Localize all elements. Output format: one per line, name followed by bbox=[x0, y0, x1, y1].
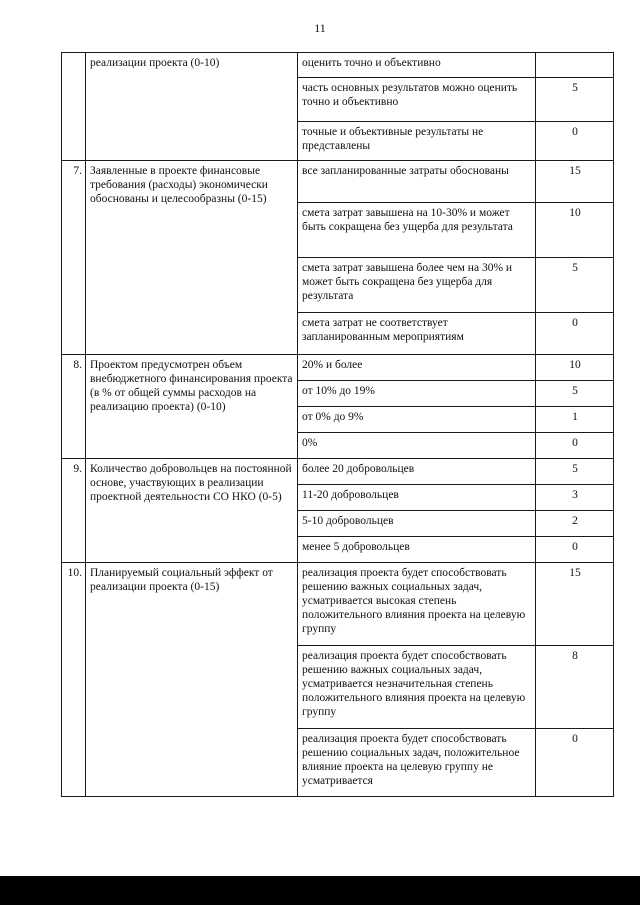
criterion-number: 10. bbox=[62, 563, 86, 797]
page-number: 11 bbox=[314, 21, 326, 35]
criterion-number: 7. bbox=[62, 161, 86, 355]
option-text: реализация проекта будет способствовать решению важных социальных задач, усматривается высокая степень положительного влияния проекта на целевую группу bbox=[298, 563, 536, 646]
option-text: 20% и более bbox=[298, 355, 536, 381]
criterion-number: 8. bbox=[62, 355, 86, 459]
option-text: 0% bbox=[298, 433, 536, 459]
option-text: точные и объективные результаты не представлены bbox=[298, 122, 536, 161]
option-text: смета затрат не соответствует запланированным мероприятиям bbox=[298, 313, 536, 355]
table-row bbox=[62, 459, 614, 485]
criterion-text: реализации проекта (0-10) bbox=[86, 53, 298, 161]
option-score: 15 bbox=[536, 161, 614, 203]
option-score: 2 bbox=[536, 511, 614, 537]
criteria-table bbox=[61, 52, 614, 797]
criterion-number: 9. bbox=[62, 459, 86, 563]
option-text: реализация проекта будет способствовать решению важных социальных задач, усматривается незначительная степень положительного влияния проекта на целевую группу bbox=[298, 646, 536, 729]
criterion-text: Проектом предусмотрен объем внебюджетного финансирования проекта (в % от общей суммы расходов на реализацию проекта) (0-10) bbox=[86, 355, 298, 459]
option-score: 5 bbox=[536, 381, 614, 407]
criterion-text: Планируемый социальный эффект от реализации проекта (0-15) bbox=[86, 563, 298, 797]
option-text: реализация проекта будет способствовать решению социальных задач, положительное влияние проекта на целевую группу не усматривается bbox=[298, 729, 536, 797]
option-text: более 20 добровольцев bbox=[298, 459, 536, 485]
option-score: 5 bbox=[536, 459, 614, 485]
option-score: 10 bbox=[536, 203, 614, 258]
scan-edge-bar bbox=[0, 876, 640, 905]
criterion-text: Количество добровольцев на постоянной основе, участвующих в реализации проектной деятельности СО НКО (0-5) bbox=[86, 459, 298, 563]
table-row bbox=[62, 563, 614, 646]
option-text: 11-20 добровольцев bbox=[298, 485, 536, 511]
option-score: 10 bbox=[536, 355, 614, 381]
option-text: 5-10 добровольцев bbox=[298, 511, 536, 537]
option-text: менее 5 добровольцев bbox=[298, 537, 536, 563]
option-score: 0 bbox=[536, 729, 614, 797]
option-score bbox=[536, 53, 614, 78]
option-score: 3 bbox=[536, 485, 614, 511]
option-text: смета затрат завышена более чем на 30% и может быть сокращена без ущерба для результата bbox=[298, 258, 536, 313]
option-text: от 0% до 9% bbox=[298, 407, 536, 433]
option-score: 5 bbox=[536, 78, 614, 122]
criterion-text: Заявленные в проекте финансовые требования (расходы) экономически обоснованы и целесообразны (0-15) bbox=[86, 161, 298, 355]
option-text: от 10% до 19% bbox=[298, 381, 536, 407]
option-score: 8 bbox=[536, 646, 614, 729]
option-score: 5 bbox=[536, 258, 614, 313]
criterion-number bbox=[62, 53, 86, 161]
table-row bbox=[62, 53, 614, 78]
option-score: 0 bbox=[536, 122, 614, 161]
table-row bbox=[62, 161, 614, 203]
option-text: смета затрат завышена на 10-30% и может быть сокращена без ущерба для результата bbox=[298, 203, 536, 258]
option-score: 0 bbox=[536, 313, 614, 355]
option-text: оценить точно и объективно bbox=[298, 53, 536, 78]
table-row bbox=[62, 355, 614, 381]
option-text: часть основных результатов можно оценить точно и объективно bbox=[298, 78, 536, 122]
option-text: все запланированные затраты обоснованы bbox=[298, 161, 536, 203]
option-score: 0 bbox=[536, 433, 614, 459]
option-score: 15 bbox=[536, 563, 614, 646]
option-score: 1 bbox=[536, 407, 614, 433]
option-score: 0 bbox=[536, 537, 614, 563]
